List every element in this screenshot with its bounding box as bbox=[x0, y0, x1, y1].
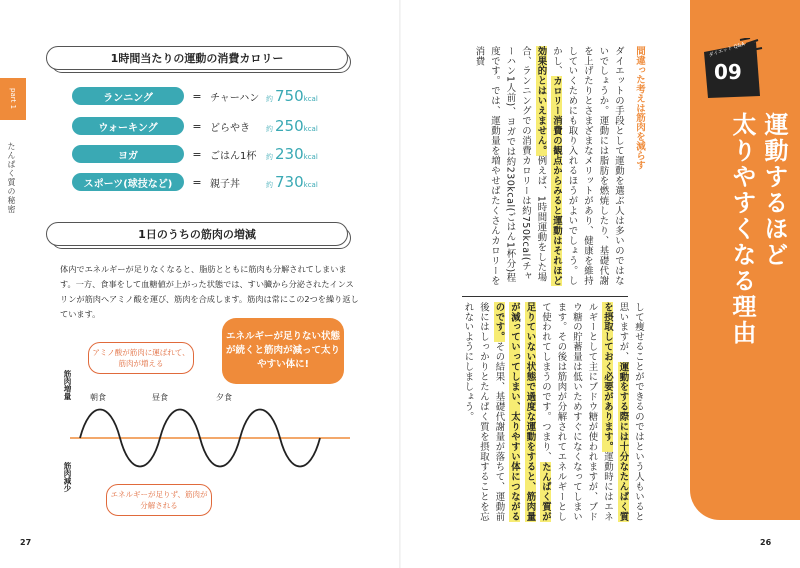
body-column-bottom: して痩せることができるのではという人もいると思いますが、運動をする際には十分なたんぱく質を摂取しておく必要があります。運動時にはエネルギーとして主にブドウ糖が使われますが、ブドウ糖の貯蓄量は低いためすぐになくなってしまいます。その後は筋肉が分解されてエネルギーとして使われてしまうのです。つまり、たんぱく質が足りていない状態で過度な運動をすると、筋肉量が減っていってしまい、太りやすい体につながるのです。その結果、基礎代謝量が落ちて、運動前後にはしっかりとたんぱく質を摂取することを忘れないようにしましょう。 bbox=[462, 302, 644, 522]
section-subheading: 間違った考えは筋肉を減らす bbox=[634, 46, 645, 170]
meal-label: 夕食 bbox=[216, 393, 232, 402]
calorie-value: 約 250kcal bbox=[266, 117, 318, 135]
activity-tag: ヨガ bbox=[72, 145, 184, 163]
body-paragraph: 体内でエネルギーが足りなくなると、脂肪とともに筋肉も分解されてしまいます。一方、食事をして血糖値が上がった状態では、すい臓から分泌されたインスリンが筋肉へアミノ酸を運び、筋肉を合成します。筋肉は常にこの2つを繰り返しています。 bbox=[60, 264, 359, 319]
badge-number: 09 bbox=[714, 60, 742, 84]
book-spine bbox=[399, 0, 401, 568]
food-label: ごはん1杯 bbox=[210, 150, 257, 162]
activity-tag: ランニング bbox=[72, 87, 184, 105]
page-number-left: 27 bbox=[20, 538, 32, 547]
activity-tag: ウォーキング bbox=[72, 117, 184, 135]
food-label: どらやき bbox=[210, 122, 250, 134]
calorie-box-title: 1時間当たりの運動の消費カロリー bbox=[46, 46, 348, 70]
food-label: チャーハン bbox=[210, 92, 260, 104]
callout-bubble: エネルギーが足りない状態が続くと筋肉が減って太りやすい体に! bbox=[222, 318, 344, 384]
highlight-text: 運動をする際には十分なたんぱく質を摂取しておく必要があります。 bbox=[602, 302, 629, 522]
badge-label: ダイエット Q&A bbox=[708, 41, 746, 59]
y-label-bottom: 筋肉減少 bbox=[63, 462, 72, 492]
calorie-row: ウォーキング = どらやき 約 250kcal bbox=[72, 116, 320, 136]
calorie-value: 約 750kcal bbox=[266, 87, 318, 105]
meal-label: 朝食 bbox=[90, 393, 106, 402]
highlight-text: たんぱく質が足りていない状態で過度な運動をすると、筋肉量が減っていってしまい、太りやすい体につながるのです。 bbox=[493, 302, 551, 522]
muscle-wave-graph bbox=[70, 400, 360, 480]
annotation-bubble-top: アミノ酸が筋肉に運ばれて、筋肉が増える bbox=[88, 342, 194, 374]
calorie-value: 約 730kcal bbox=[266, 173, 318, 191]
activity-tag: スポーツ(球技など) bbox=[72, 173, 184, 191]
calorie-row: ランニング = チャーハン 約 750kcal bbox=[72, 86, 320, 106]
part-tab: part 1 bbox=[0, 78, 26, 120]
page-number-right: 26 bbox=[760, 538, 772, 547]
annotation-bubble-bottom: エネルギーが足りず、筋肉が分解される bbox=[106, 484, 212, 516]
meal-label: 昼食 bbox=[152, 393, 168, 402]
page-title: 運動するほど 太りやすくなる理由 bbox=[728, 112, 788, 346]
body-column-top: ダイエットの手段として運動を選ぶ人は多いのではないでしょうか。運動には脂肪を燃焼したり、基礎代謝を上げたりとさまざまなメリットがあり、健康を維持していくためにも取り入れるほうがよいでしょう。しかし、カロリー消費の観点からみると運動はそれほど効果的とはいえません。例えば、1時間運動をした場合、ランニングでの消費カロリーは約750kcal(チャーハン1人前)、ヨガでは約230kcal(ごはん1杯分)程度です。では、運動量を増やせばたくさんカロリーを消費 bbox=[473, 46, 624, 286]
calorie-row: ヨガ = ごはん1杯 約 230kcal bbox=[72, 144, 320, 164]
muscle-box-title: 1日のうちの筋肉の増減 bbox=[46, 222, 348, 246]
food-label: 親子丼 bbox=[210, 178, 240, 190]
calorie-value: 約 230kcal bbox=[266, 145, 318, 163]
highlight-text: カロリー消費の観点からみると運動はそれほど効果的とはいえません。 bbox=[535, 46, 562, 286]
calorie-row: スポーツ(球技など) = 親子丼 約 730kcal bbox=[72, 172, 320, 192]
y-label-top: 筋肉増量 bbox=[63, 370, 72, 400]
chapter-side-label: たんぱく質の秘密 bbox=[7, 142, 16, 214]
column-divider bbox=[462, 296, 628, 297]
